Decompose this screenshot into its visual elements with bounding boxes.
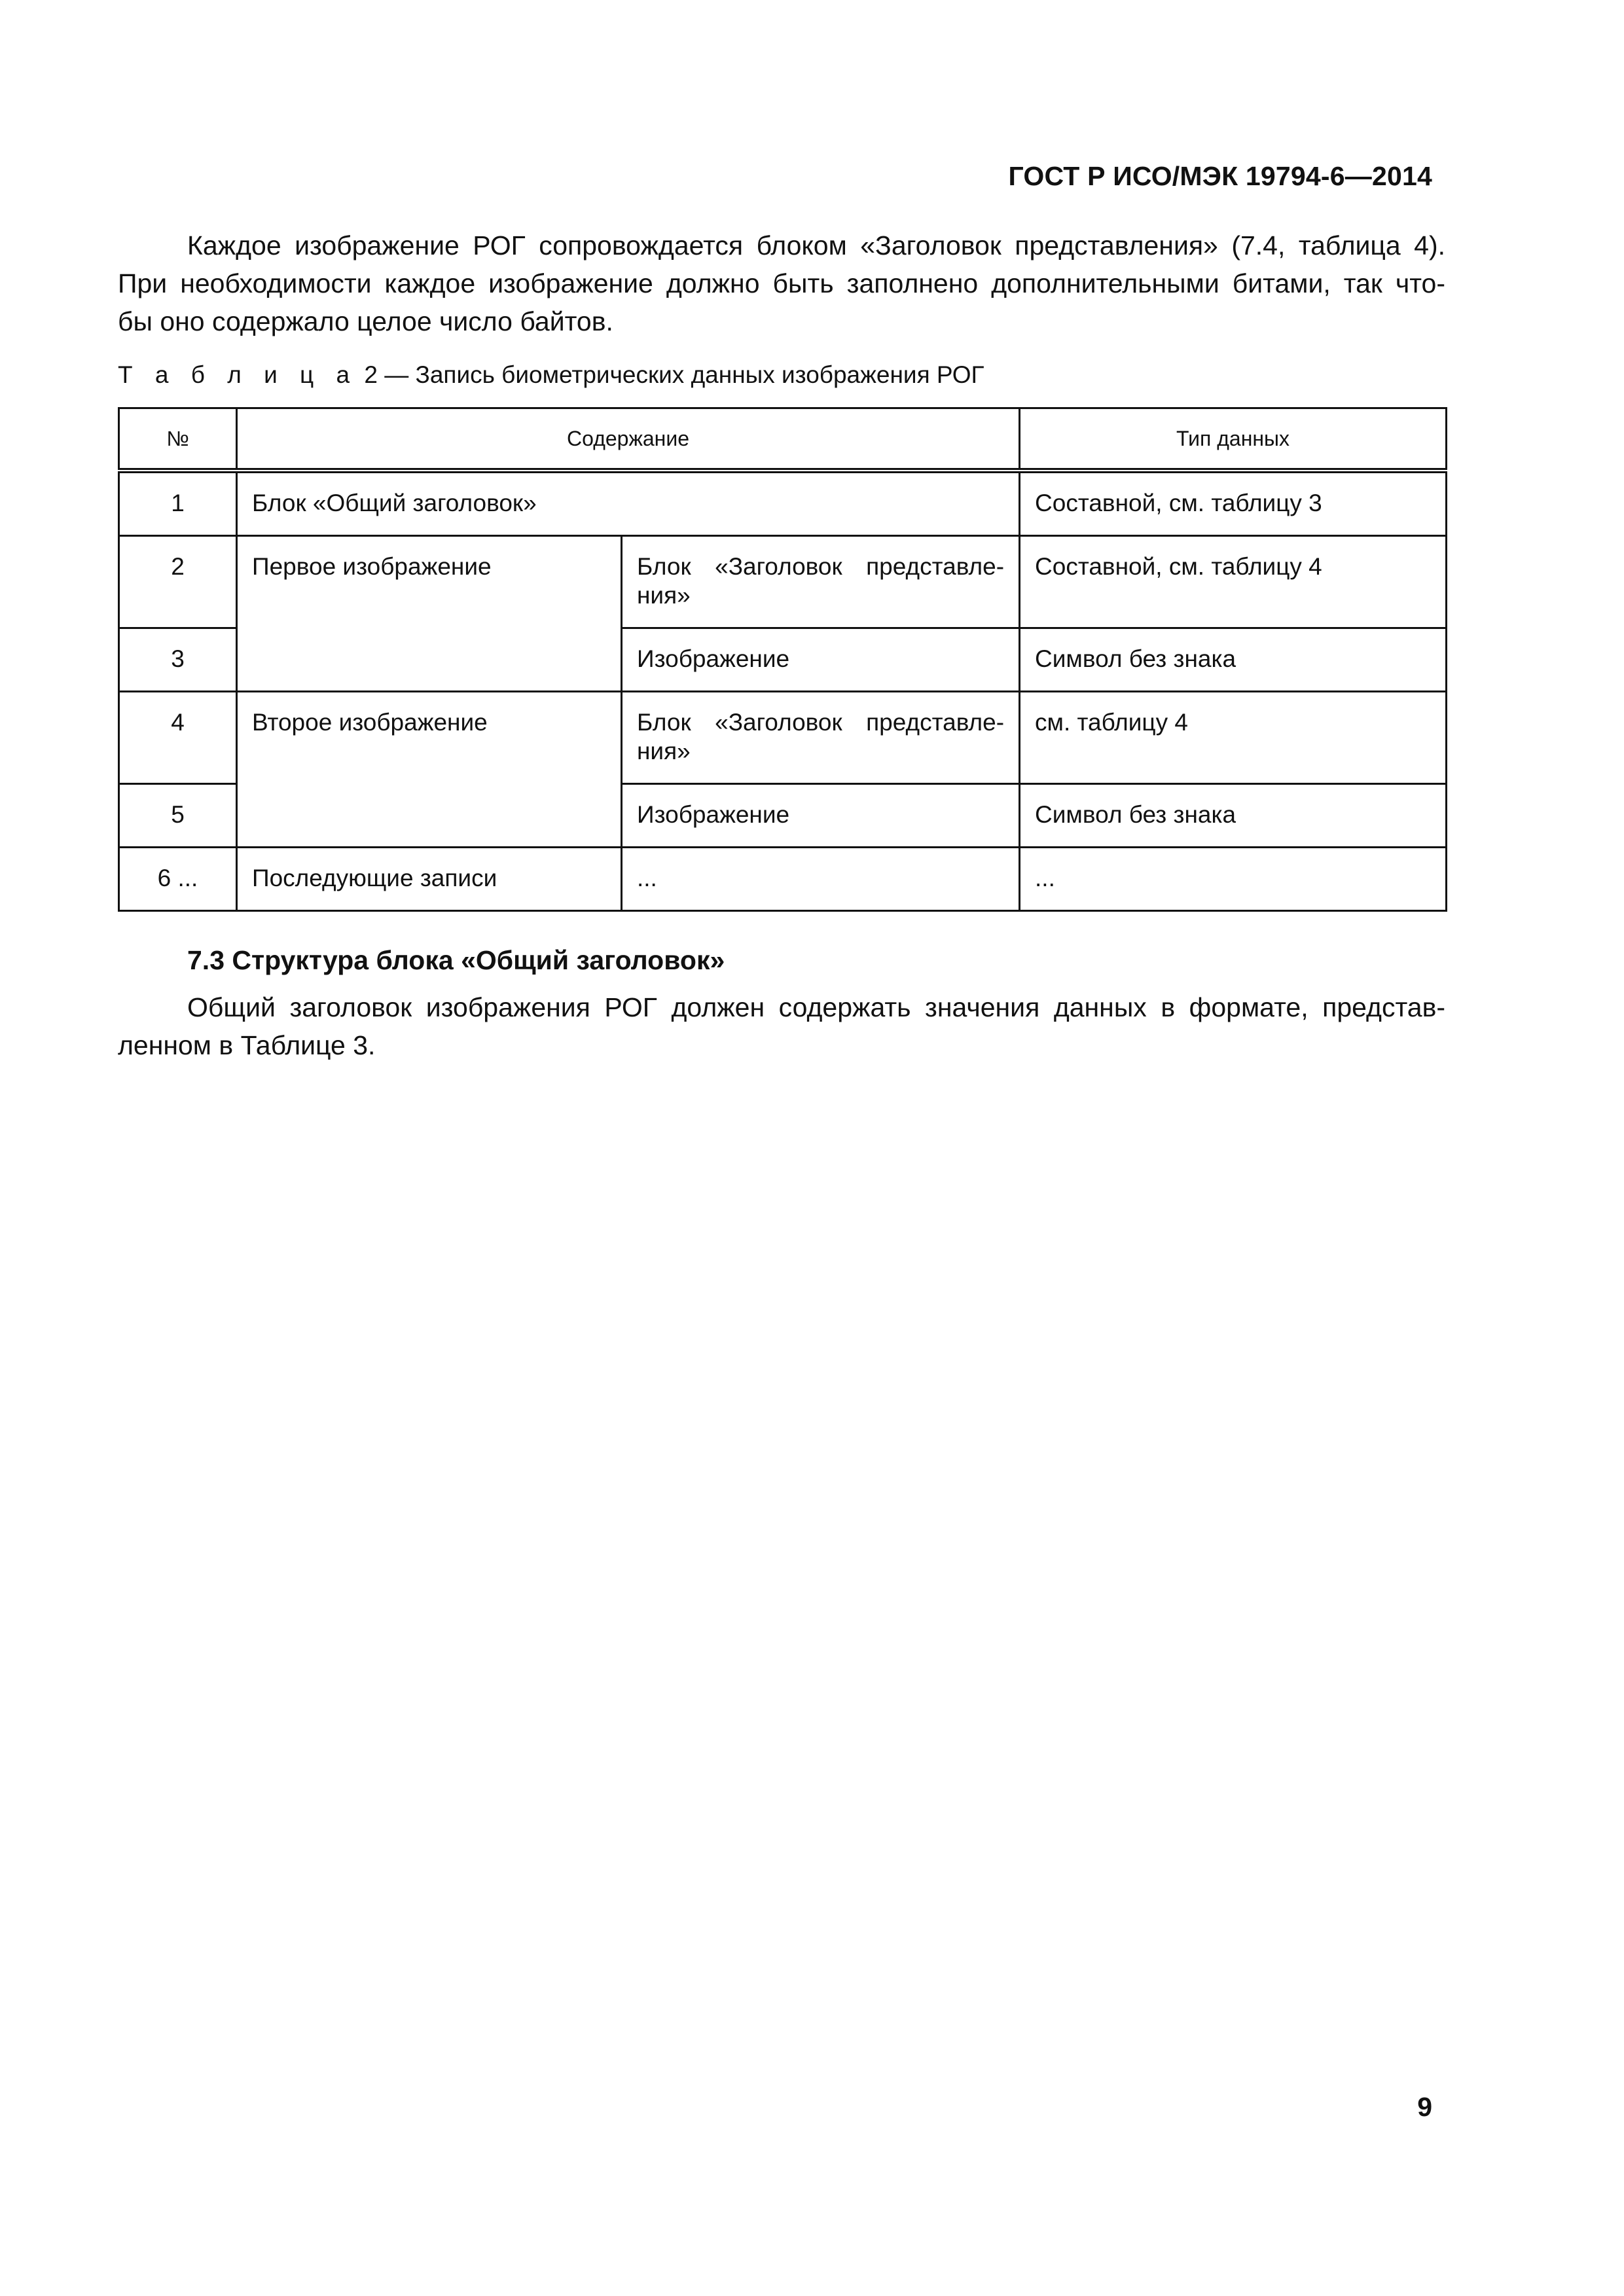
table-caption-label: Т а б л и ц а: [118, 361, 358, 388]
row-num: 5: [119, 784, 237, 848]
header-num: №: [119, 408, 237, 471]
row-subcontent: Изображение: [622, 784, 1020, 848]
section-line-2: ленном в Таблице 3.: [118, 1030, 376, 1060]
row-type: Составной, см. таблицу 3: [1020, 471, 1447, 536]
intro-paragraph: [118, 226, 1445, 340]
table-caption-text: 2 — Запись биометрических данных изображения РОГ: [364, 361, 984, 388]
row-subcontent: [622, 692, 1020, 784]
row-subcontent-line-2: ния»: [637, 582, 691, 609]
row-subcontent: Изображение: [622, 628, 1020, 692]
row-subcontent-line-1: Блок «Заголовок представле-: [637, 553, 1005, 580]
header-type: Тип данных: [1020, 408, 1447, 471]
section-line-1: Общий заголовок изображения РОГ должен содержать значения данных в формате, представ-: [187, 992, 1445, 1022]
row-type: см. таблицу 4: [1020, 692, 1447, 784]
row-num: 1: [119, 471, 237, 536]
intro-line-1: Каждое изображение РОГ сопровождается блоком «Заголовок представления» (7.4, таблица 4).: [187, 230, 1445, 260]
table-header-row: [119, 408, 1447, 471]
row-group: Первое изображение: [237, 536, 622, 692]
row-subcontent: ...: [622, 848, 1020, 911]
table-row: [119, 536, 1447, 628]
table-row: [119, 471, 1447, 536]
biometric-record-table: [118, 407, 1447, 912]
table-row: [119, 692, 1447, 784]
row-group: Второе изображение: [237, 692, 622, 848]
section-paragraph: [118, 988, 1445, 1064]
table-caption: [118, 361, 984, 389]
row-num: 4: [119, 692, 237, 784]
row-subcontent-line-1: Блок «Заголовок представле-: [637, 709, 1005, 736]
intro-line-3: бы оно содержало целое число байтов.: [118, 306, 613, 336]
row-group: Последующие записи: [237, 848, 622, 911]
row-type: Символ без знака: [1020, 628, 1447, 692]
page-number: 9: [1417, 2092, 1432, 2122]
row-subcontent-line-2: ния»: [637, 738, 691, 764]
row-num: 6 ...: [119, 848, 237, 911]
row-num: 3: [119, 628, 237, 692]
section-heading: 7.3 Структура блока «Общий заголовок»: [187, 945, 725, 975]
standard-designation: ГОСТ Р ИСО/МЭК 19794-6—2014: [1008, 161, 1432, 191]
row-type: ...: [1020, 848, 1447, 911]
row-type: Символ без знака: [1020, 784, 1447, 848]
intro-line-2: При необходимости каждое изображение должно быть заполнено дополнительными битами, так что-: [118, 268, 1445, 298]
row-content: Блок «Общий заголовок»: [237, 471, 1020, 536]
row-num: 2: [119, 536, 237, 628]
header-content: Содержание: [237, 408, 1020, 471]
row-subcontent: [622, 536, 1020, 628]
table-row: [119, 848, 1447, 911]
row-type: Составной, см. таблицу 4: [1020, 536, 1447, 628]
